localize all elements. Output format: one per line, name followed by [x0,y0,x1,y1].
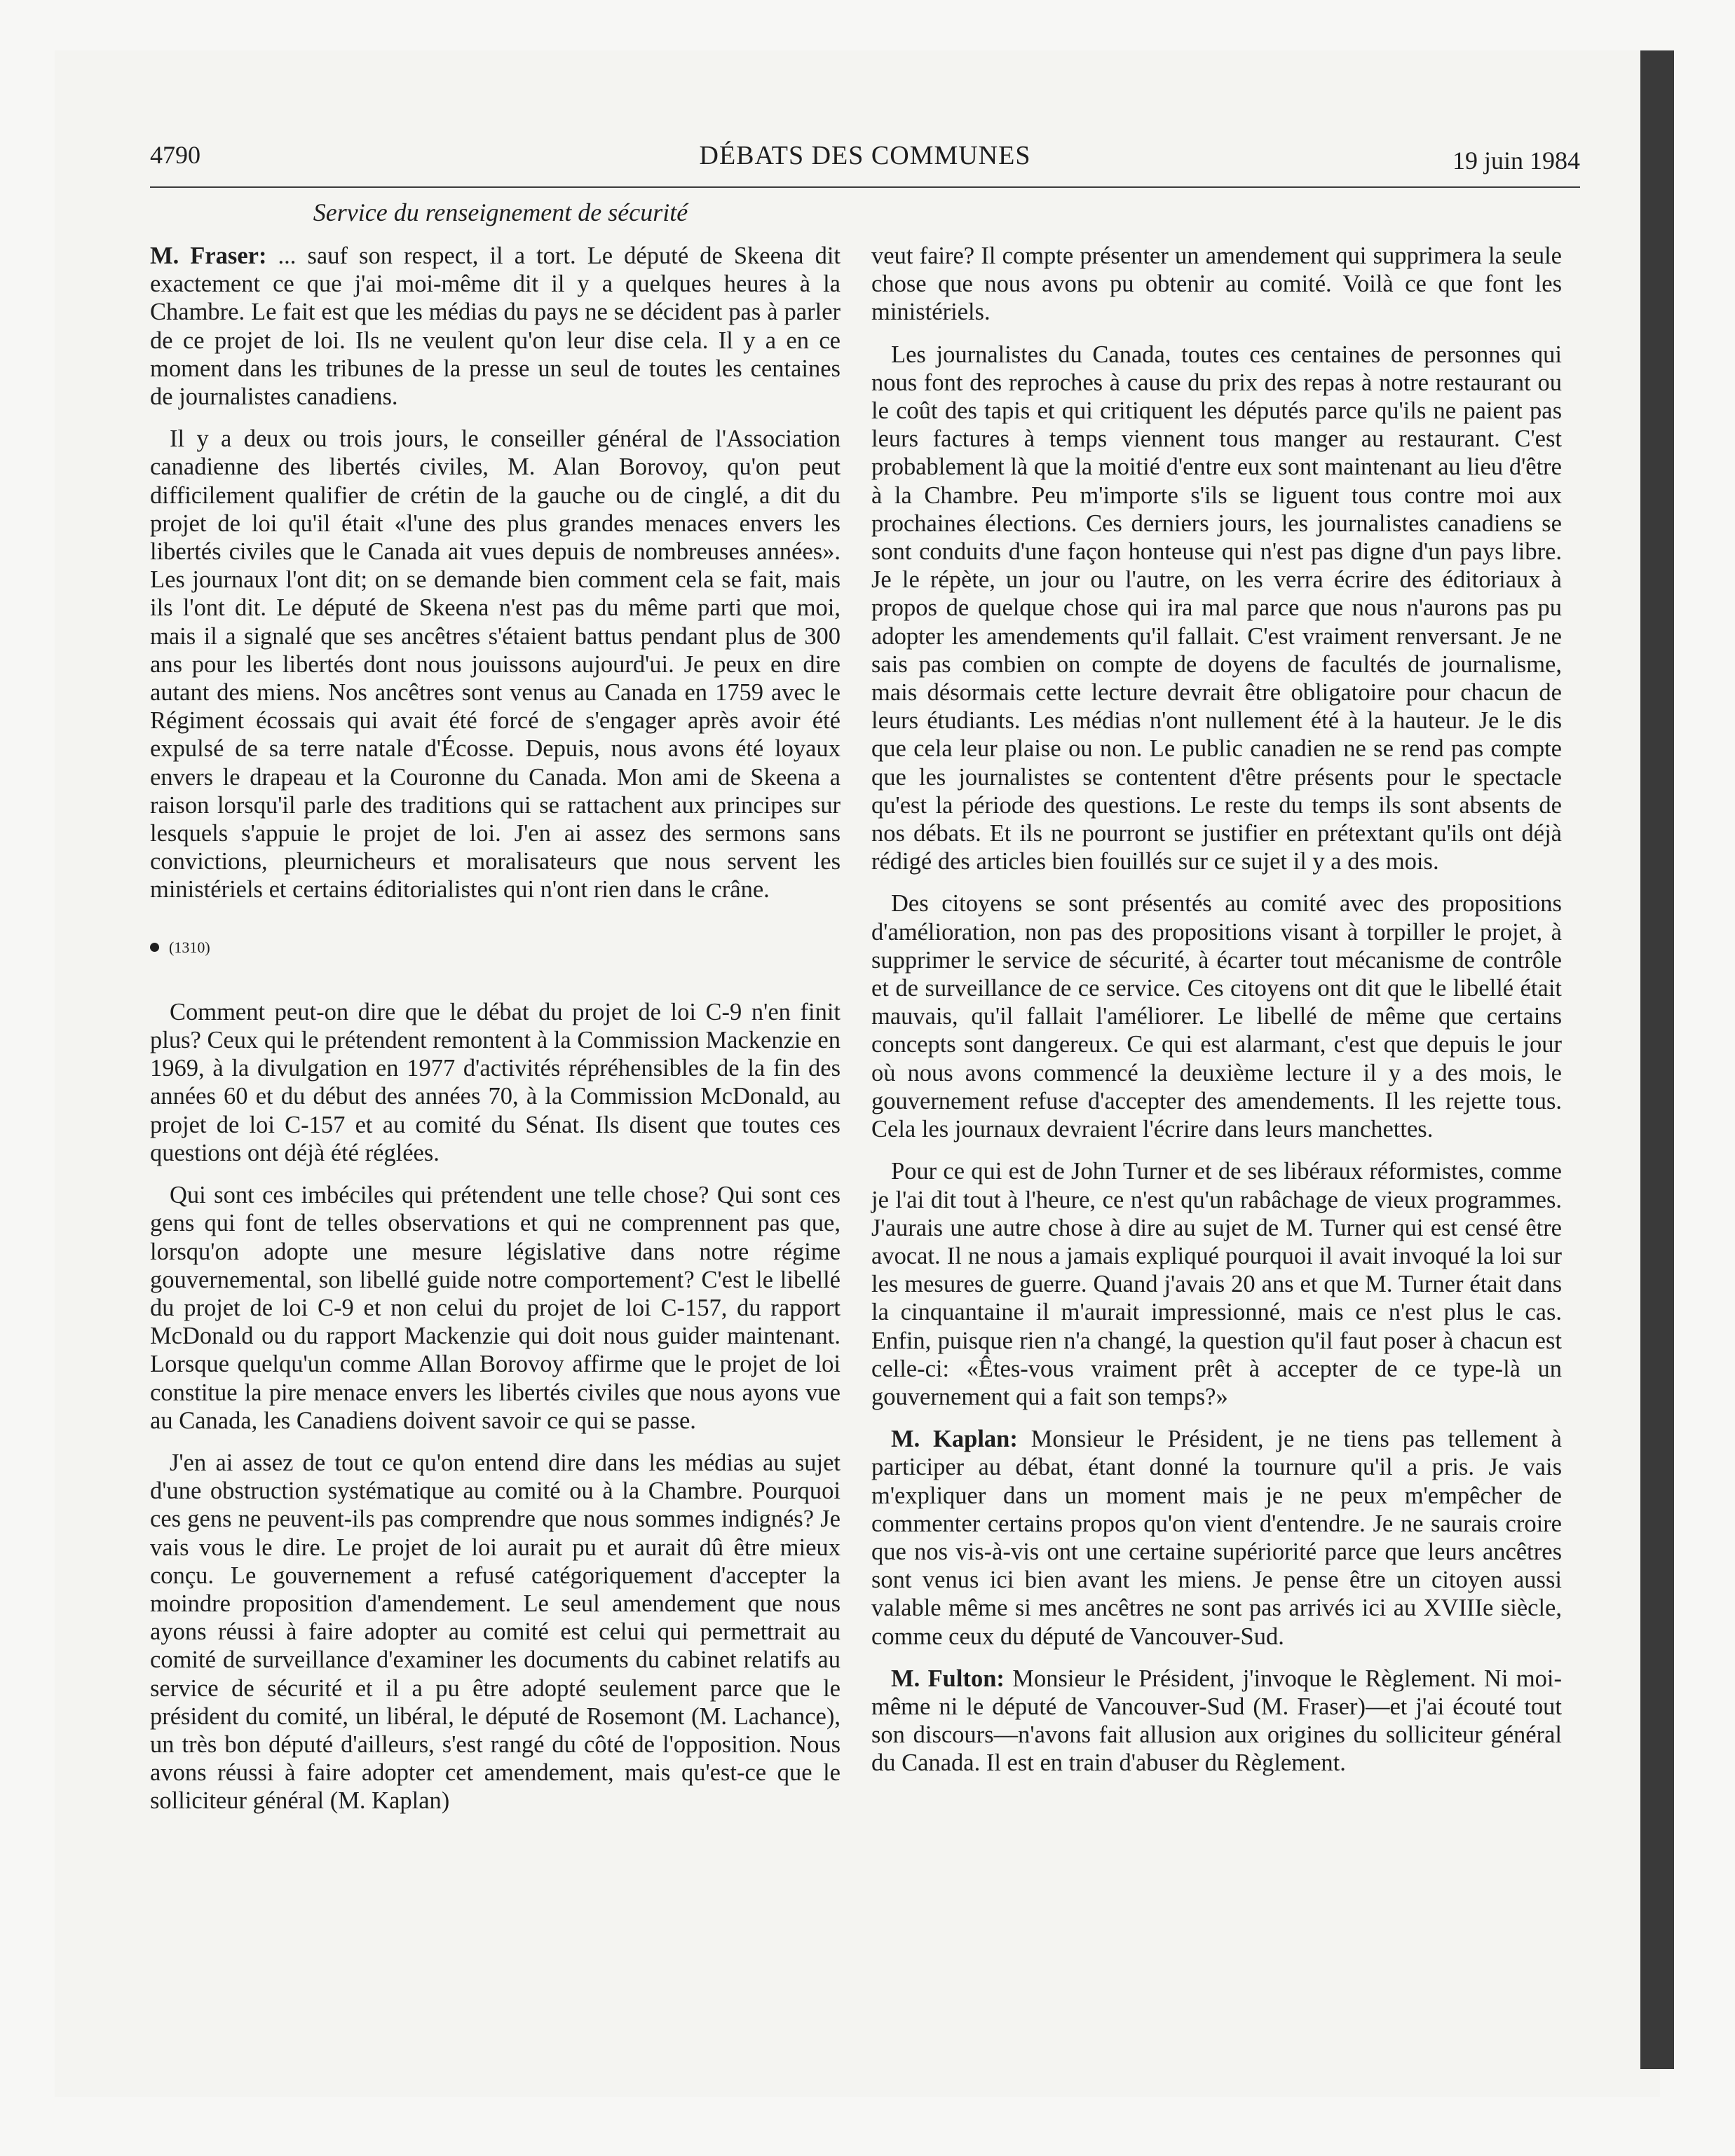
page-header [150,139,1580,188]
bullet-icon [150,943,159,952]
paragraph: Qui sont ces imbéciles qui prétendent une telle chose? Qui sont ces gens qui font de telles observations et qui ne comprennent pas que, lorsqu'on adopte une mesure législative dans notre régime gouvernemental, son libellé guide notre comportement? C'est le libellé du projet de loi C-9 et non celui du projet de loi C-157, du rapport McDonald ou du rapport Mackenzie qui doit nous guider maintenant. Lorsque quelqu'un comme Allan Borovoy affirme que le projet de loi constitue la pire menace envers les libertés civiles que nous ayons vue au Canada, les Canadiens doivent savoir ce qui se passe. [150,1182,841,1434]
paragraph: Les journalistes du Canada, toutes ces centaines de personnes qui nous font des reproches à cause du prix des repas à notre restaurant ou le coût des tapis et qui critiquent les députés parce qu'ils ne paient pas leurs factures à temps viennent tous manger au restaurant. C'est probablement là que la moitié d'entre eux sont maintenant au lieu d'être à la Chambre. Peu m'importe s'ils se liguent tous contre moi aux prochaines élections. Ces derniers jours, les journalistes canadiens se sont conduits d'une façon honteuse qui n'est pas digne d'un pays libre. Je le répète, un jour ou l'autre, on les verra écrire des éditoriaux à propos de quelque chose qui ira mal parce que nous n'aurons pas pu adopter les amendements qu'il fallait. C'est vraiment renversant. Je ne sais pas combien on compte de doyens de facultés de journalisme, mais désormais cette lecture devrait être obligatoire pour chacun de leurs étudiants. Les médias n'ont nullement été à la hauteur. Je le dis que cela leur plaise ou non. Le public canadien ne se rend pas compte que les journalistes se contentent d'être présents pour le spectacle qu'est la période des questions. Le reste du temps ils sont absents de nos débats. Et ils ne pourront se justifier en prétextant qu'ils ont déjà rédigé des articles bien fouillés sur ce sujet il y a des mois. [871,341,1562,875]
paragraph-text: ... sauf son respect, il a tort. Le député de Skeena dit exactement ce que j'ai moi-même dit il y a quelques heures à la Chambre. Le fait est que les médias du pays ne se décident pas à parler de ce projet de loi. Ils ne veulent qu'on leur dise cela. Il y a en ce moment dans les tribunes de la presse un seul de toutes les centaines de journalistes canadiens. [150,243,841,411]
paragraph: Comment peut-on dire que le débat du projet de loi C-9 n'en finit plus? Ceux qui le prétendent remontent à la Commission Mackenzie en 1969, à la divulgation en 1977 d'activités répréhensibles de la fin des années 60 et du début des années 70, à la Commission McDonald, au projet de loi C-157 et au comité du Sénat. Ils disent que toutes ces questions ont déjà été réglées. [150,998,841,1166]
right-column [871,242,1562,1792]
paragraph [871,1425,1562,1651]
paragraph [150,242,841,411]
page-number: 4790 [150,141,200,169]
binding-edge [1640,50,1674,2069]
time-marker-text: (1310) [169,938,210,956]
paragraph-text: Monsieur le Président, je ne tiens pas tellement à participer au débat, étant donné la tournure qu'il a pris. Je vais m'expliquer dans un moment mais je ne peux m'empêcher de commenter certains propos qu'on vient d'entendre. Je ne saurais croire que nos vis-à-vis ont une certaine supériorité parce que leurs ancêtres sont venus ici bien avant les miens. Je pense être un citoyen aussi valable même si mes ancêtres ne sont pas arrivés ici au XVIIIe siècle, comme ceux du député de Vancouver-Sud. [871,1426,1562,1650]
left-column [150,242,841,1829]
paragraph-text: Monsieur le Président, j'invoque le Règlement. Ni moi-même ni le député de Vancouver-Sud (M. Fraser)—et j'ai écouté tout son discours—n'avons fait allusion aux origines du solliciteur général du Canada. Il est en train d'abuser du Règlement. [871,1665,1562,1777]
paragraph: Des citoyens se sont présentés au comité avec des propositions d'amélioration, non pas des propositions visant à torpiller le projet, à supprimer le service de sécurité, à écarter tout mécanisme de contrôle et de surveillance de ce service. Ces citoyens ont dit que le libellé était mauvais, qu'il fallait l'améliorer. Le libellé de même que certains concepts sont dangereux. Ce qui est alarmant, c'est que depuis le jour où nous avons commencé la deuxième lecture il y a des mois, le gouvernement refuse d'accepter des amendements. Il les rejette tous. Cela les journaux devraient l'écrire dans leurs manchettes. [871,890,1562,1143]
time-marker [150,934,841,962]
speaker-name: M. Kaplan: [891,1426,1018,1453]
journal-title: DÉBATS DES COMMUNES [699,141,1031,170]
section-title: Service du renseignement de sécurité [313,198,688,226]
paragraph [871,1665,1562,1778]
speaker-name: M. Fraser: [150,243,267,269]
issue-date: 19 juin 1984 [1452,146,1580,175]
paragraph: Pour ce qui est de John Turner et de ses libéraux réformistes, comme je l'ai dit tout à l'heure, ce n'est qu'un rabâchage de vieux programmes. J'aurais une autre chose à dire au sujet de M. Turner qui est censé être avocat. Il ne nous a jamais expliqué pourquoi il avait invoqué la loi sur les mesures de guerre. Quand j'avais 20 ans et que M. Turner était dans la cinquantaine il m'aurait impressionné, mais ce n'est plus le cas. Enfin, puisque rien n'a changé, la question qu'il faut poser à chacun est celle-ci: «Êtes-vous vraiment prêt à accepter de ce type-là un gouvernement qui a fait son temps?» [871,1158,1562,1410]
paragraph: J'en ai assez de tout ce qu'on entend dire dans les médias au sujet d'une obstruction systématique au comité ou à la Chambre. Pourquoi ces gens ne peuvent-ils pas comprendre que nous sommes indignés? Je vais vous le dire. Le projet de loi aurait pu et aurait dû être mieux conçu. Le gouvernement a refusé catégoriquement d'accepter la moindre proposition d'amendement. Le seul amendement que nous ayons réussi à faire adopter au comité est celui qui permettrait au comité de surveillance d'examiner les documents du cabinet relatifs au service de sécurité et il a pu être adopté seulement parce que le président du comité, un libéral, le député de Rosemont (M. Lachance), un très bon député d'ailleurs, s'est rangé du côté de l'opposition. Nous avons réussi à faire adopter cet amendement, mais qu'est-ce que le solliciteur général (M. Kaplan) [150,1449,841,1815]
paragraph: Il y a deux ou trois jours, le conseiller général de l'Association canadienne des libertés civiles, M. Alan Borovoy, qu'on peut difficilement qualifier de crétin de la gauche ou de cinglé, a dit du projet de loi qu'il était «l'une des plus grandes menaces envers les libertés civiles que le Canada ait vues depuis de nombreuses années». Les journaux l'ont dit; on se demande bien comment cela se fait, mais ils l'ont dit. Le député de Skeena n'est pas du même parti que moi, mais il a signalé que ses ancêtres s'étaient battus pendant plus de 300 ans pour les libertés dont nous jouissons aujourd'ui. Je peux en dire autant des miens. Nos ancêtres sont venus au Canada en 1759 avec le Régiment écossais qui avait été forcé de s'engager après avoir été expulsé de sa terre natale d'Écosse. Depuis, nous avons été loyaux envers le drapeau et la Couronne du Canada. Mon ami de Skeena a raison lorsqu'il parle des traditions qui se rattachent aux principes sur lesquels s'appuie le projet de loi. J'en ai assez des sermons sans convictions, pleurnicheurs et moralisateurs que nous servent les ministériels et certains éditorialistes qui n'ont rien dans le crâne. [150,425,841,903]
paragraph: veut faire? Il compte présenter un amendement qui supprimera la seule chose que nous avons pu obtenir au comité. Voilà ce que font les ministériels. [871,243,1562,326]
speaker-name: M. Fulton: [891,1665,1005,1692]
